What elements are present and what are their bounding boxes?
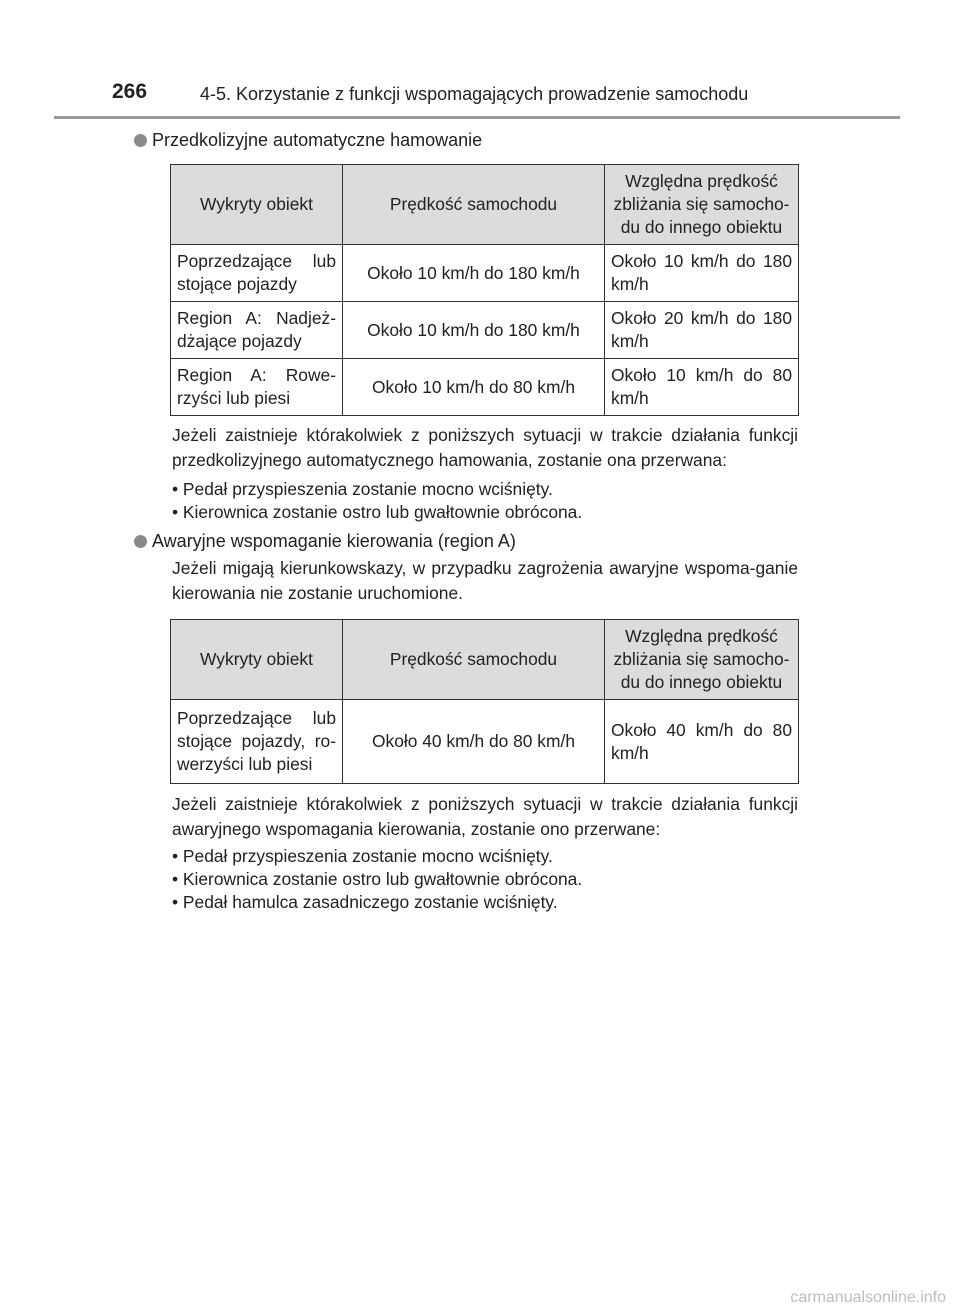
section-heading-precollision <box>152 130 482 151</box>
precollision-table <box>170 164 799 416</box>
table-row <box>171 245 799 302</box>
table-cell: Około 20 km/h do 180 km/h <box>605 302 799 359</box>
table-cell: Region A: Nadjeż-dżające pojazdy <box>171 302 343 359</box>
emergency-steering-interrupt-list <box>172 845 582 914</box>
bullet-icon <box>134 134 147 147</box>
list-item: • Kierownica zostanie ostro lub gwałtownie obrócona. <box>172 869 583 889</box>
table-cell: Około 10 km/h do 80 km/h <box>605 359 799 416</box>
list-item: • Pedał przyspieszenia zostanie mocno wciśnięty. <box>172 479 553 499</box>
section-title: Przedkolizyjne automatyczne hamowanie <box>152 130 483 150</box>
precollision-interrupt-note: Jeżeli zaistnieje którakolwiek z poniższych sytuacji w trakcie działania funkcji przedkolizyjnego automatycznego hamowania, zostanie ona przerwana: <box>172 425 798 470</box>
table-cell: Poprzedzające lub stojące pojazdy <box>171 245 343 302</box>
header-cell: Wykryty obiekt <box>171 165 343 245</box>
section-heading-emergency-steering <box>152 531 516 552</box>
watermark: carmanualsonline.info <box>790 1289 946 1306</box>
table-cell: Około 10 km/h do 180 km/h <box>343 302 605 359</box>
section-title: Awaryjne wspomaganie kierowania (region A) <box>152 531 516 551</box>
table-header-row <box>171 620 799 700</box>
table-cell: Około 10 km/h do 180 km/h <box>343 245 605 302</box>
precollision-interrupt-list <box>172 478 582 524</box>
page-number: 266 <box>112 80 148 103</box>
chapter-title: 4-5. Korzystanie z funkcji wspomagających prowadzenie samochodu <box>200 84 749 104</box>
table-cell: Około 10 km/h do 80 km/h <box>343 359 605 416</box>
emergency-steering-table <box>170 619 799 784</box>
table-row <box>171 700 799 784</box>
table-row <box>171 302 799 359</box>
page-header <box>54 78 900 119</box>
table-cell: Region A: Rowe-rzyści lub piesi <box>171 359 343 416</box>
table-header-row <box>171 165 799 245</box>
header-cell: Wykryty obiekt <box>171 620 343 700</box>
list-item: • Pedał przyspieszenia zostanie mocno wciśnięty. <box>172 846 553 866</box>
table-cell: Około 40 km/h do 80 km/h <box>343 700 605 784</box>
header-cell: Prędkość samochodu <box>343 165 605 245</box>
list-item: • Kierownica zostanie ostro lub gwałtownie obrócona. <box>172 502 583 522</box>
bullet-icon <box>134 535 147 548</box>
table-row <box>171 359 799 416</box>
emergency-steering-intro: Jeżeli migają kierunkowskazy, w przypadku zagrożenia awaryjne wspoma-ganie kierowania nie zostanie uruchomione. <box>172 558 798 603</box>
header-cell: Względna prędkość zbliżania się samocho-du do innego obiektu <box>605 620 799 700</box>
table-cell: Około 10 km/h do 180 km/h <box>605 245 799 302</box>
table-cell: Około 40 km/h do 80 km/h <box>605 700 799 784</box>
header-cell: Względna prędkość zbliżania się samocho-du do innego obiektu <box>605 165 799 245</box>
emergency-steering-interrupt-note: Jeżeli zaistnieje którakolwiek z poniższych sytuacji w trakcie działania funkcji awaryjnego wspomagania kierowania, zostanie ono przerwane: <box>172 794 798 839</box>
list-item: • Pedał hamulca zasadniczego zostanie wciśnięty. <box>172 892 558 912</box>
header-cell: Prędkość samochodu <box>343 620 605 700</box>
table-cell: Poprzedzające lub stojące pojazdy, ro-werzyści lub piesi <box>171 700 343 784</box>
